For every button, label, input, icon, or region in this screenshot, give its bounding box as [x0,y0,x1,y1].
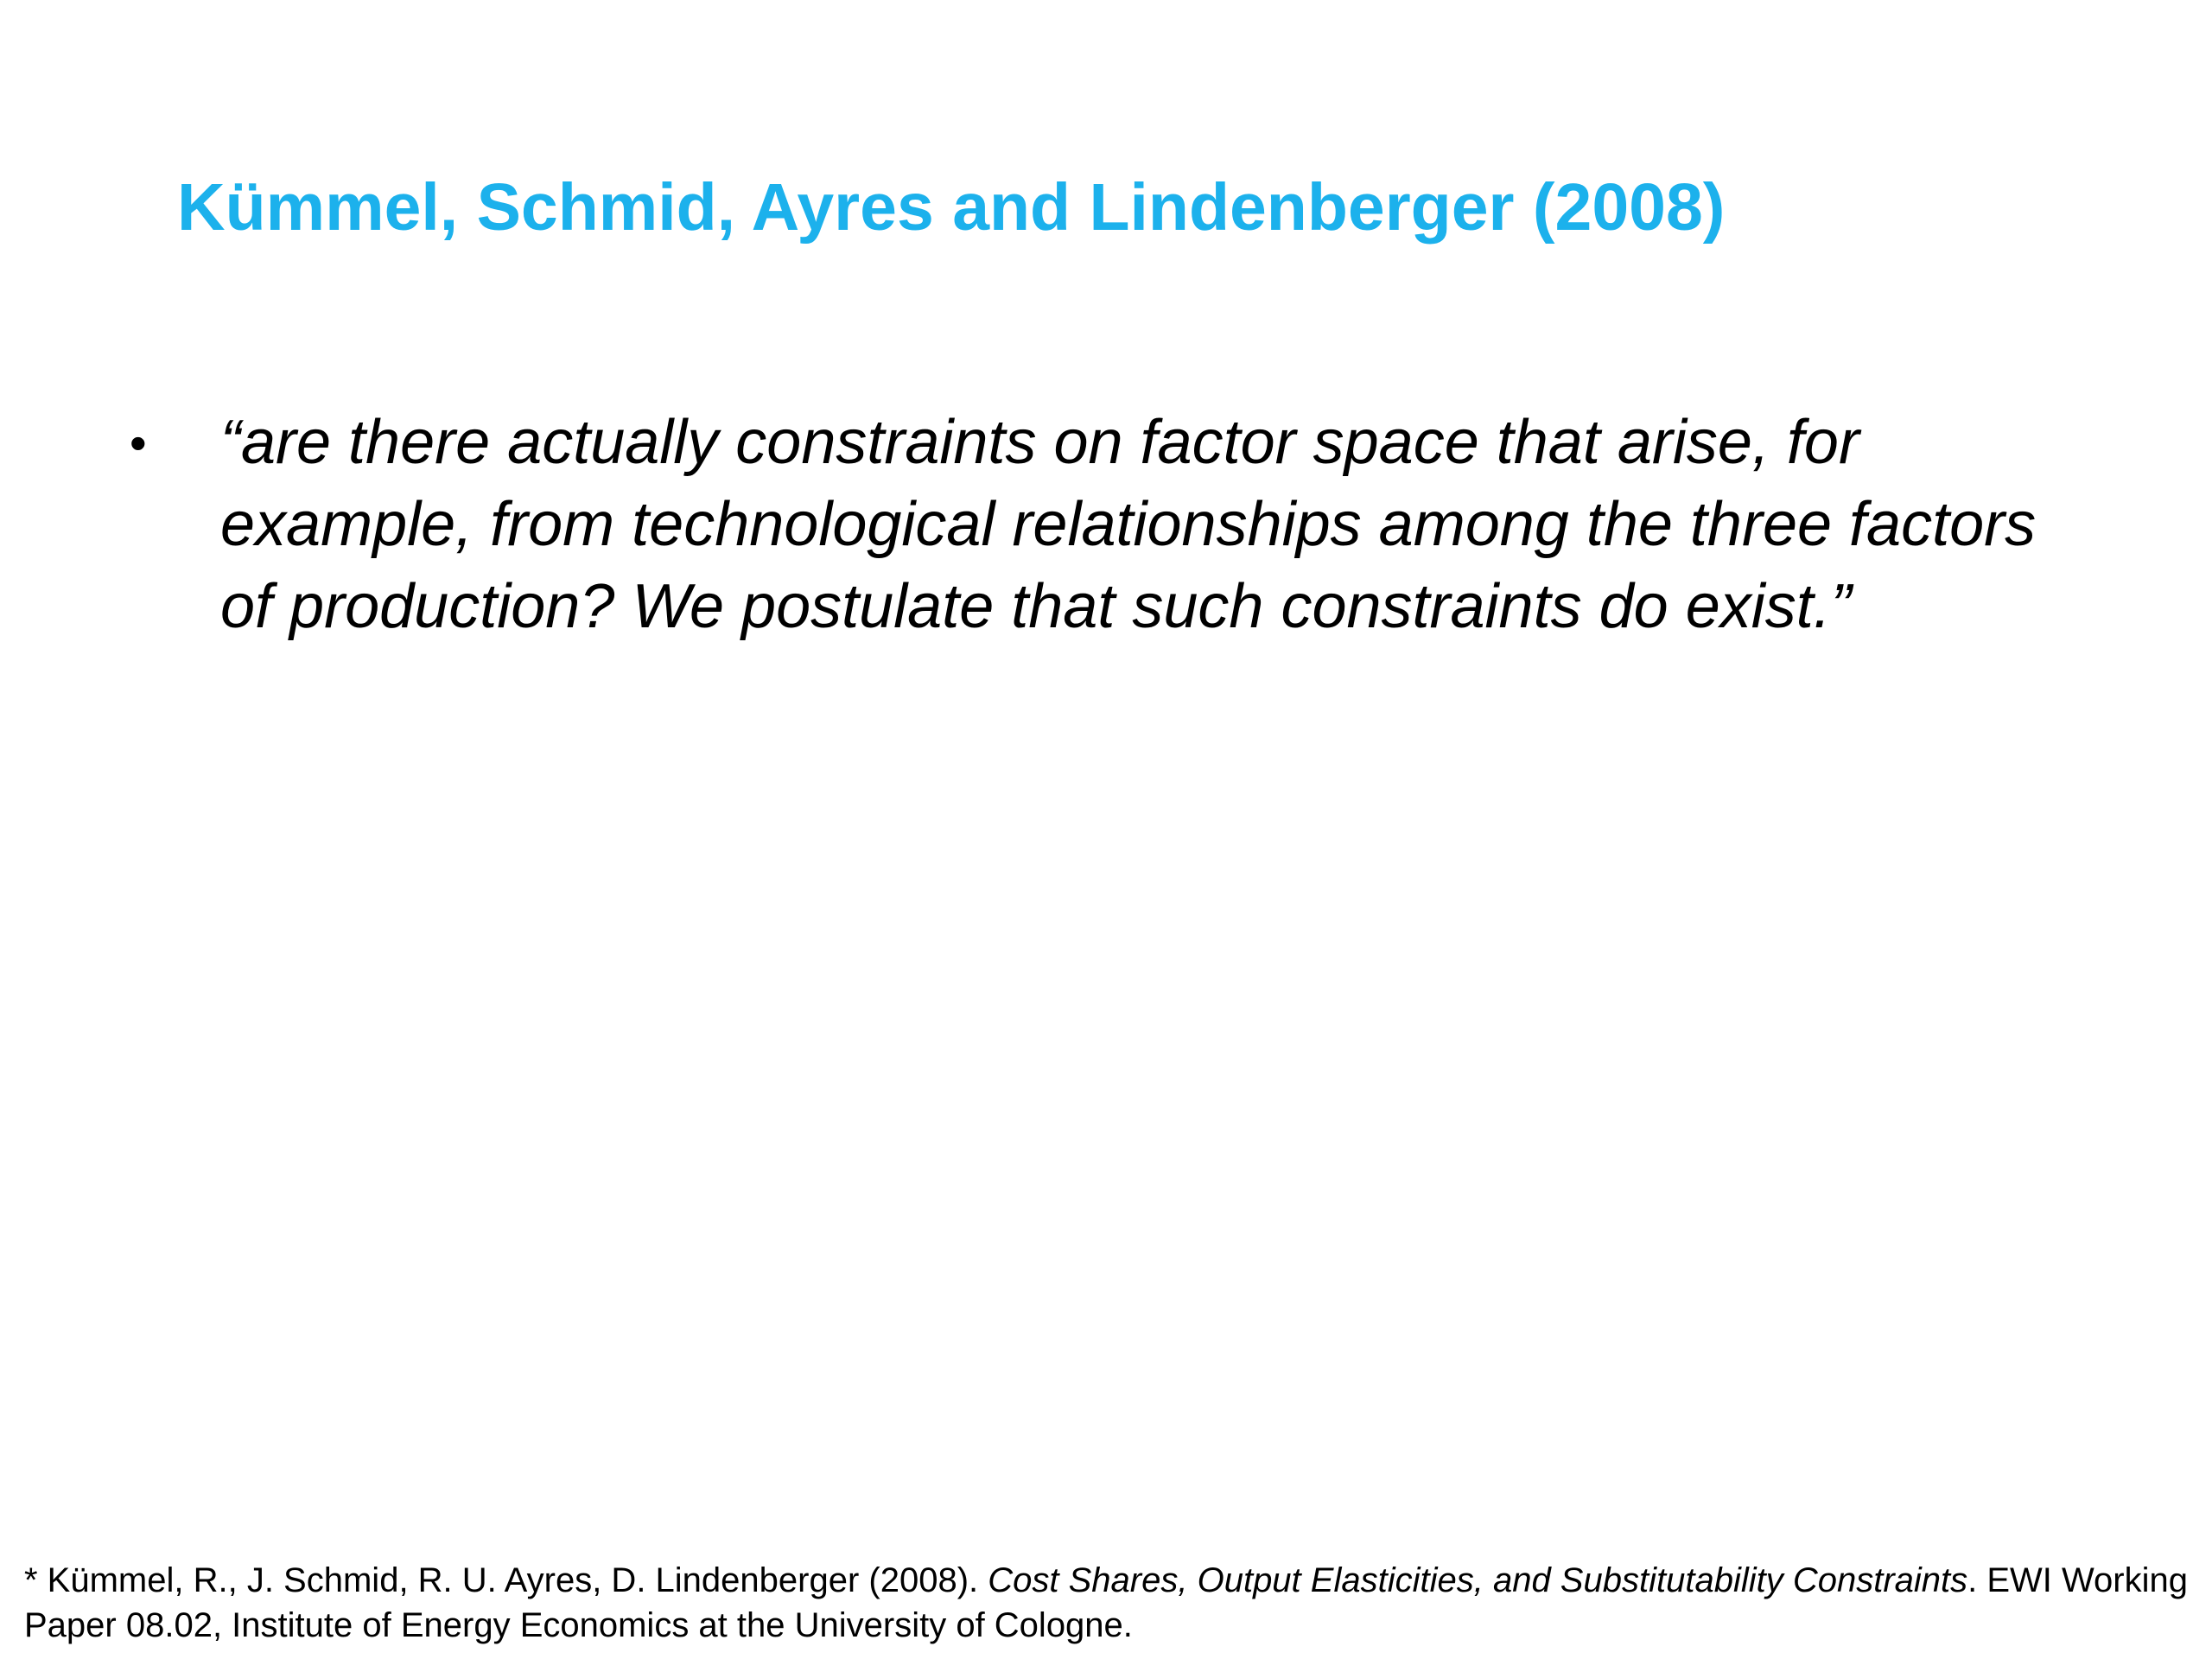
bullet-item [130,402,2082,648]
footnote-paper-title: Cost Shares, Output Elasticities, and Substitutability Constraints [988,1561,1968,1599]
slide-title: Kümmel, Schmid, Ayres and Lindenberger (2008) [177,170,1726,245]
footnote [24,1558,2193,1648]
bullet-list [130,402,2082,648]
bullet-marker: • [130,416,147,470]
quote-text: “are there actually constraints on factor space that arise, for example, from technological relationships among the three factors of production? We postulate that such constraints do exist.” [220,408,2037,641]
footnote-citation: * Kümmel, R., J. Schmid, R. U. Ayres, D. Lindenberger (2008). [24,1561,988,1599]
footnote-publication: . EWI Working Paper 08.02, Institute of Energy Economics at the University of Cologne. [24,1561,2189,1644]
